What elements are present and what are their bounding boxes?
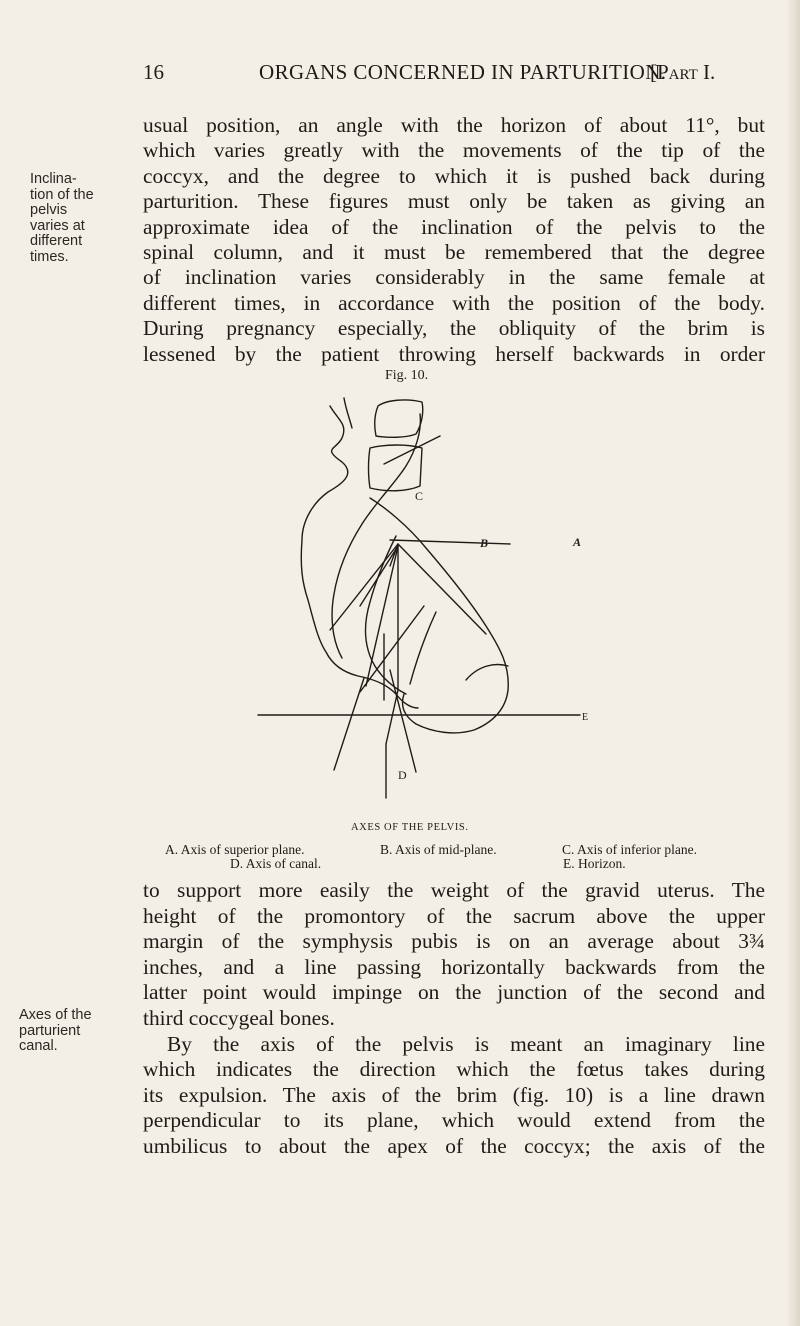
vertebra-2	[375, 400, 423, 437]
text-line: margin of the symphysis pubis is on an average about 3¾	[143, 929, 765, 954]
text-line: During pregnancy especially, the obliquity of the brim is	[143, 316, 765, 341]
text-line: inches, and a line passing horizontally backwards from the	[143, 954, 765, 979]
page-edge	[786, 0, 800, 1326]
axis-line-b	[398, 544, 486, 634]
margin-note-axes	[19, 1008, 139, 1055]
text-line: third coccygeal bones.	[143, 1005, 335, 1030]
axis-superior	[360, 546, 398, 606]
vertebra-1	[344, 398, 352, 428]
running-title: ORGANS CONCERNED IN PARTURITION.	[259, 60, 667, 84]
text-line: spinal column, and it must be remembered that the degree	[143, 239, 765, 264]
margin-line: varies at	[30, 217, 85, 234]
text-line: By the axis of the pelvis is meant an imaginary line	[167, 1031, 765, 1056]
margin-line: pelvis	[30, 202, 68, 218]
running-header	[0, 60, 800, 90]
figure-caption-title: AXES OF THE PELVIS.	[351, 822, 469, 833]
label-e: E	[582, 712, 589, 723]
text-line: parturition. These figures must only be taken as giving an	[143, 189, 765, 214]
sacrum-outline	[301, 406, 418, 708]
text-line: its expulsion. The axis of the brim (fig. 10) is a line drawn	[143, 1082, 765, 1107]
text-line: umbilicus to about the apex of the coccyx; the axis of the	[143, 1133, 765, 1158]
paragraph-1	[143, 113, 765, 367]
pelvis-axes-figure	[210, 390, 600, 820]
legend-e: E. Horizon.	[563, 856, 626, 871]
text-line: of inclination varies considerably in the same female at	[143, 265, 765, 290]
margin-line: parturient	[19, 1022, 81, 1039]
legend-b: B. Axis of mid-plane.	[380, 842, 497, 857]
text-line: lessened by the patient throwing herself backwards in order	[143, 341, 765, 366]
text-line: usual position, an angle with the horizon of about 11°, but	[143, 113, 765, 137]
margin-line: different	[30, 233, 83, 249]
legend-d: D. Axis of canal.	[230, 856, 322, 871]
margin-line: canal.	[19, 1038, 58, 1054]
part-label: [Part I.	[650, 60, 716, 84]
page-number: 16	[143, 60, 164, 84]
axis-line-a	[330, 544, 398, 630]
label-a: A	[573, 535, 582, 549]
axis-inferior	[384, 436, 440, 464]
symphysis	[466, 665, 508, 680]
text-line: different times, in accordance with the position of the body.	[143, 290, 765, 315]
ischium-curve	[410, 612, 436, 684]
text-line: approximate idea of the inclination of the pelvis to the	[143, 214, 765, 239]
label-d: D	[398, 768, 407, 782]
text-line: coccyx, and the degree to which it is pushed back during	[143, 163, 765, 188]
text-line: which indicates the direction which the fœtus takes during	[143, 1057, 765, 1082]
text-line: which varies greatly with the movements of the tip of the	[143, 138, 765, 163]
label-c: C	[415, 489, 424, 503]
text-line: perpendicular to its plane, which would extend from the	[143, 1108, 765, 1133]
text-line: latter point would impinge on the junction of the second and	[143, 980, 765, 1005]
text-line: height of the promontory of the sacrum above the upper	[143, 903, 765, 928]
figure-legend	[0, 836, 800, 870]
label-b: B	[480, 536, 489, 550]
legend-c: C. Axis of inferior plane.	[562, 842, 697, 857]
margin-line: Axes of the	[19, 1007, 92, 1023]
axis-e-slant	[334, 678, 364, 770]
axis-d-left	[386, 690, 398, 744]
margin-line: times.	[30, 248, 69, 265]
legend-a: A. Axis of superior plane.	[165, 842, 305, 857]
margin-line: tion of the	[30, 186, 94, 203]
paragraph-2	[143, 878, 765, 1160]
figure-label: Fig. 10.	[385, 368, 429, 383]
text-line: to support more easily the weight of the gravid uterus. The	[143, 878, 765, 902]
margin-note-inclination	[30, 172, 150, 265]
margin-line: Inclina-	[30, 171, 77, 187]
sacrum-inner	[332, 414, 420, 658]
pubis-outline	[370, 498, 508, 733]
brim-line	[390, 540, 510, 544]
